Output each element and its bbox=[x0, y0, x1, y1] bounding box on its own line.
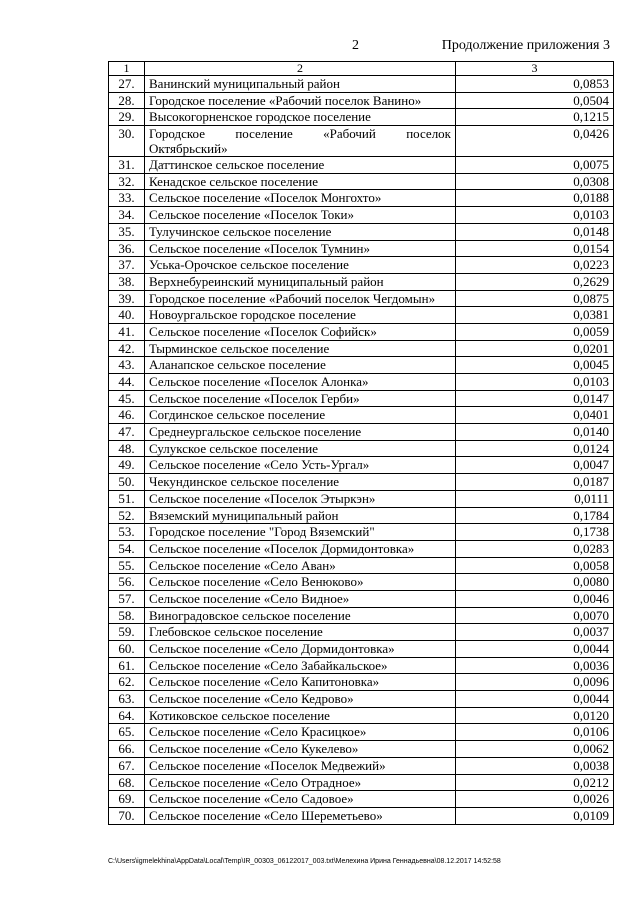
row-value: 0,0103 bbox=[456, 374, 614, 391]
row-number: 27. bbox=[109, 76, 145, 93]
page-number: 2 bbox=[352, 38, 359, 53]
row-name: Среднеургальское сельское поселение bbox=[145, 424, 456, 441]
table-row bbox=[109, 557, 614, 574]
row-value: 0,0044 bbox=[456, 691, 614, 708]
row-value: 0,1784 bbox=[456, 507, 614, 524]
row-name: Сельское поселение «Село Отрадное» bbox=[145, 774, 456, 791]
row-number: 28. bbox=[109, 92, 145, 109]
row-value: 0,0188 bbox=[456, 190, 614, 207]
row-value: 0,0504 bbox=[456, 92, 614, 109]
row-name: Сельское поселение «Село Забайкальское» bbox=[145, 657, 456, 674]
row-value: 0,0148 bbox=[456, 223, 614, 240]
row-number: 29. bbox=[109, 109, 145, 126]
row-number: 60. bbox=[109, 641, 145, 658]
row-name: Сельское поселение «Поселок Монгохто» bbox=[145, 190, 456, 207]
row-number: 70. bbox=[109, 807, 145, 824]
row-name: Сельское поселение «Поселок Алонка» bbox=[145, 374, 456, 391]
row-value: 0,0037 bbox=[456, 624, 614, 641]
row-name: Сельское поселение «Поселок Дормидонтовка» bbox=[145, 540, 456, 557]
table-row bbox=[109, 407, 614, 424]
row-value: 0,0124 bbox=[456, 440, 614, 457]
row-value: 0,0026 bbox=[456, 791, 614, 808]
table-row bbox=[109, 240, 614, 257]
row-value: 0,0038 bbox=[456, 757, 614, 774]
row-number: 57. bbox=[109, 590, 145, 607]
row-number: 30. bbox=[109, 126, 145, 157]
table-row bbox=[109, 657, 614, 674]
file-path-footer: C:\Users\igmelekhina\AppData\Local\Temp\IR_00303_06122017_003.txt\Мелехина Ирина Геннадьевна\08.12.2017 14:52:58 bbox=[108, 858, 501, 865]
row-name: Сельское поселение «Поселок Медвежий» bbox=[145, 757, 456, 774]
row-value: 0,0120 bbox=[456, 707, 614, 724]
row-number: 49. bbox=[109, 457, 145, 474]
table-row bbox=[109, 109, 614, 126]
row-number: 62. bbox=[109, 674, 145, 691]
row-value: 0,0853 bbox=[456, 76, 614, 93]
row-number: 45. bbox=[109, 390, 145, 407]
row-name: Новоургальское городское поселение bbox=[145, 307, 456, 324]
row-number: 48. bbox=[109, 440, 145, 457]
row-name: Городское поселение «Рабочий поселок Ванино» bbox=[145, 92, 456, 109]
row-name: Высокогорненское городское поселение bbox=[145, 109, 456, 126]
table-row bbox=[109, 173, 614, 190]
row-number: 40. bbox=[109, 307, 145, 324]
row-number: 36. bbox=[109, 240, 145, 257]
row-value: 0,0047 bbox=[456, 457, 614, 474]
row-number: 53. bbox=[109, 524, 145, 541]
row-number: 50. bbox=[109, 474, 145, 491]
row-number: 58. bbox=[109, 607, 145, 624]
row-value: 0,0187 bbox=[456, 474, 614, 491]
table-row bbox=[109, 774, 614, 791]
row-name: Городское поселение "Город Вяземский" bbox=[145, 524, 456, 541]
table-row bbox=[109, 157, 614, 174]
row-number: 35. bbox=[109, 223, 145, 240]
table-row bbox=[109, 340, 614, 357]
table-row bbox=[109, 507, 614, 524]
row-name: Сельское поселение «Село Капитоновка» bbox=[145, 674, 456, 691]
row-number: 43. bbox=[109, 357, 145, 374]
row-name: Тырминское сельское поселение bbox=[145, 340, 456, 357]
row-number: 47. bbox=[109, 424, 145, 441]
table-row bbox=[109, 590, 614, 607]
row-number: 67. bbox=[109, 757, 145, 774]
row-name: Сельское поселение «Село Шереметьево» bbox=[145, 807, 456, 824]
row-value: 0,0044 bbox=[456, 641, 614, 658]
row-value: 0,0223 bbox=[456, 257, 614, 274]
row-name: Кенадское сельское поселение bbox=[145, 173, 456, 190]
row-name: Городское поселение «Рабочий поселок Октябрьский» bbox=[145, 126, 456, 157]
table-row bbox=[109, 126, 614, 157]
table-row bbox=[109, 490, 614, 507]
row-value: 0,0080 bbox=[456, 574, 614, 591]
row-value: 0,0059 bbox=[456, 323, 614, 340]
column-header-3: 3 bbox=[456, 62, 614, 76]
table-row bbox=[109, 190, 614, 207]
row-value: 0,0426 bbox=[456, 126, 614, 157]
row-value: 0,0381 bbox=[456, 307, 614, 324]
row-name: Даттинское сельское поселение bbox=[145, 157, 456, 174]
row-name: Сулукское сельское поселение bbox=[145, 440, 456, 457]
row-value: 0,0103 bbox=[456, 207, 614, 224]
row-name: Вяземский муниципальный район bbox=[145, 507, 456, 524]
table-row bbox=[109, 524, 614, 541]
row-value: 0,0875 bbox=[456, 290, 614, 307]
column-header-1: 1 bbox=[109, 62, 145, 76]
row-number: 46. bbox=[109, 407, 145, 424]
row-value: 0,0106 bbox=[456, 724, 614, 741]
table-row bbox=[109, 540, 614, 557]
table-row bbox=[109, 290, 614, 307]
row-number: 69. bbox=[109, 791, 145, 808]
table-row bbox=[109, 257, 614, 274]
row-number: 51. bbox=[109, 490, 145, 507]
row-name: Чекундинское сельское поселение bbox=[145, 474, 456, 491]
row-value: 0,0062 bbox=[456, 741, 614, 758]
row-name: Согдинское сельское поселение bbox=[145, 407, 456, 424]
table-row bbox=[109, 273, 614, 290]
row-value: 0,0111 bbox=[456, 490, 614, 507]
column-header-2: 2 bbox=[145, 62, 456, 76]
row-number: 54. bbox=[109, 540, 145, 557]
row-name: Уська-Орочское сельское поселение bbox=[145, 257, 456, 274]
row-number: 39. bbox=[109, 290, 145, 307]
row-number: 33. bbox=[109, 190, 145, 207]
row-number: 34. bbox=[109, 207, 145, 224]
row-name: Тулучинское сельское поселение bbox=[145, 223, 456, 240]
table-row bbox=[109, 390, 614, 407]
table-row bbox=[109, 741, 614, 758]
row-number: 59. bbox=[109, 624, 145, 641]
row-name: Сельское поселение «Село Красицкое» bbox=[145, 724, 456, 741]
row-name: Виноградовское сельское поселение bbox=[145, 607, 456, 624]
row-name: Сельское поселение «Село Кукелево» bbox=[145, 741, 456, 758]
row-number: 63. bbox=[109, 691, 145, 708]
table-row bbox=[109, 574, 614, 591]
row-name: Сельское поселение «Село Усть-Ургал» bbox=[145, 457, 456, 474]
row-value: 0,0096 bbox=[456, 674, 614, 691]
row-value: 0,0045 bbox=[456, 357, 614, 374]
appendix-table bbox=[108, 61, 614, 825]
table-row bbox=[109, 424, 614, 441]
row-name: Верхнебуреинский муниципальный район bbox=[145, 273, 456, 290]
row-name: Котиковское сельское поселение bbox=[145, 707, 456, 724]
row-name: Аланапское сельское поселение bbox=[145, 357, 456, 374]
row-name: Сельское поселение «Село Садовое» bbox=[145, 791, 456, 808]
row-number: 52. bbox=[109, 507, 145, 524]
table-row bbox=[109, 207, 614, 224]
row-name: Сельское поселение «Поселок Софийск» bbox=[145, 323, 456, 340]
row-number: 42. bbox=[109, 340, 145, 357]
row-name: Сельское поселение «Поселок Токи» bbox=[145, 207, 456, 224]
table-row bbox=[109, 223, 614, 240]
row-number: 38. bbox=[109, 273, 145, 290]
row-name: Городское поселение «Рабочий поселок Чегдомын» bbox=[145, 290, 456, 307]
row-value: 0,0401 bbox=[456, 407, 614, 424]
row-number: 65. bbox=[109, 724, 145, 741]
row-value: 0,0308 bbox=[456, 173, 614, 190]
table-header-row bbox=[109, 62, 614, 76]
row-value: 0,0154 bbox=[456, 240, 614, 257]
row-name: Сельское поселение «Поселок Этыркэн» bbox=[145, 490, 456, 507]
table-row bbox=[109, 791, 614, 808]
row-name: Глебовское сельское поселение bbox=[145, 624, 456, 641]
row-number: 55. bbox=[109, 557, 145, 574]
row-value: 0,1738 bbox=[456, 524, 614, 541]
row-number: 64. bbox=[109, 707, 145, 724]
row-name: Ванинский муниципальный район bbox=[145, 76, 456, 93]
table-row bbox=[109, 707, 614, 724]
table-row bbox=[109, 474, 614, 491]
row-value: 0,0075 bbox=[456, 157, 614, 174]
row-value: 0,0109 bbox=[456, 807, 614, 824]
table-row bbox=[109, 607, 614, 624]
row-value: 0,0058 bbox=[456, 557, 614, 574]
table-row bbox=[109, 724, 614, 741]
row-value: 0,0147 bbox=[456, 390, 614, 407]
table-row bbox=[109, 641, 614, 658]
row-value: 0,0036 bbox=[456, 657, 614, 674]
row-number: 32. bbox=[109, 173, 145, 190]
table-row bbox=[109, 76, 614, 93]
row-value: 0,0212 bbox=[456, 774, 614, 791]
table-row bbox=[109, 624, 614, 641]
row-name: Сельское поселение «Село Дормидонтовка» bbox=[145, 641, 456, 658]
table-row bbox=[109, 691, 614, 708]
table-row bbox=[109, 357, 614, 374]
row-number: 31. bbox=[109, 157, 145, 174]
row-value: 0,0046 bbox=[456, 590, 614, 607]
row-value: 0,0070 bbox=[456, 607, 614, 624]
row-value: 0,0201 bbox=[456, 340, 614, 357]
table-row bbox=[109, 457, 614, 474]
row-value: 0,2629 bbox=[456, 273, 614, 290]
row-number: 61. bbox=[109, 657, 145, 674]
row-number: 41. bbox=[109, 323, 145, 340]
row-number: 56. bbox=[109, 574, 145, 591]
table-row bbox=[109, 807, 614, 824]
row-number: 44. bbox=[109, 374, 145, 391]
row-name: Сельское поселение «Поселок Герби» bbox=[145, 390, 456, 407]
row-number: 66. bbox=[109, 741, 145, 758]
table-row bbox=[109, 674, 614, 691]
row-value: 0,0283 bbox=[456, 540, 614, 557]
table-row bbox=[109, 757, 614, 774]
continuation-label: Продолжение приложения 3 bbox=[441, 38, 610, 53]
table-row bbox=[109, 440, 614, 457]
row-number: 37. bbox=[109, 257, 145, 274]
row-name: Сельское поселение «Село Венюково» bbox=[145, 574, 456, 591]
row-name: Сельское поселение «Поселок Тумнин» bbox=[145, 240, 456, 257]
row-value: 0,0140 bbox=[456, 424, 614, 441]
row-number: 68. bbox=[109, 774, 145, 791]
table-row bbox=[109, 323, 614, 340]
row-name: Сельское поселение «Село Аван» bbox=[145, 557, 456, 574]
table-row bbox=[109, 92, 614, 109]
row-name: Сельское поселение «Село Кедрово» bbox=[145, 691, 456, 708]
row-name: Сельское поселение «Село Видное» bbox=[145, 590, 456, 607]
row-value: 0,1215 bbox=[456, 109, 614, 126]
table-row bbox=[109, 374, 614, 391]
table-row bbox=[109, 307, 614, 324]
